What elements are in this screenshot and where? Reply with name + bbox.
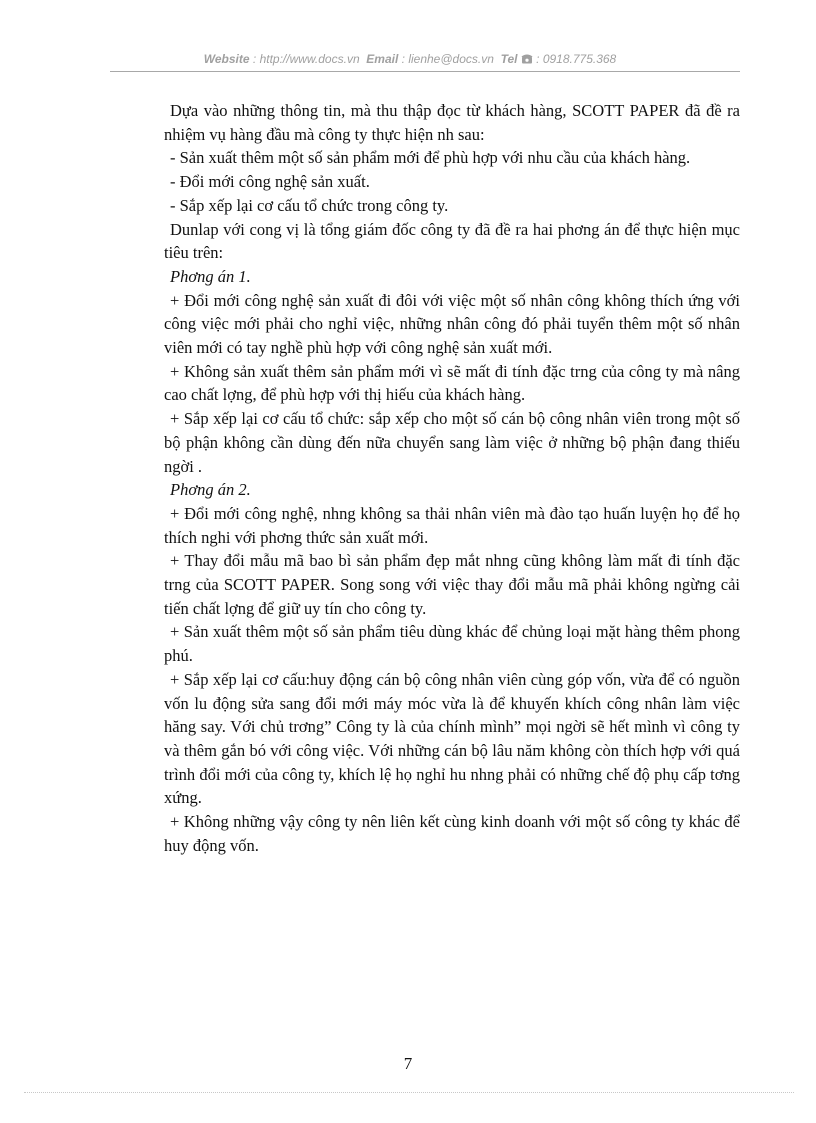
paragraph: Dunlap với cong vị là tổng giám đốc công ty đã đề ra hai phơng án để thực hiện mục tiêu trên: (164, 219, 740, 263)
paragraph: Phơng án 1. (170, 266, 251, 286)
page-header (110, 52, 710, 66)
footer-divider (24, 1092, 794, 1093)
tel-label: Tel (500, 52, 518, 66)
website-label: Website (203, 52, 250, 66)
paragraph: Phơng án 2. (170, 480, 251, 500)
paragraph: + Không những vậy công ty nên liên kết cùng kinh doanh với một số công ty khác để huy động vốn. (164, 812, 740, 855)
phone-icon (521, 52, 536, 66)
email-value: : lienhe@docs.vn (401, 52, 494, 66)
paragraph: + Sắp xếp lại cơ cấu:huy động cán bộ công nhân viên cùng góp vốn, vừa để có nguồn vốn lu động sửa sang đổi mới máy móc vừa là để khuyến khích công nhân làm việc hăng say. Với chủ trơng” Công ty là của chính mình” mọi ngời sẽ hết mình vì công ty và thêm gắn bó với công việc. Với những cán bộ lâu năm không còn thích hợp với quá trình đổi mới của công ty, khích lệ họ nghỉ hu nhng phải có những chế độ phụ cấp tơng xứng. (164, 669, 740, 808)
email-label: Email (366, 52, 399, 66)
paragraph: - Sản xuất thêm một số sản phẩm mới để phù hợp với nhu cầu của khách hàng. (170, 148, 691, 168)
paragraph: Dựa vào những thông tin, mà thu thập đọc từ khách hàng, SCOTT PAPER đã đề ra nhiệm vụ hàng đầu mà công ty thực hiện nh sau: (164, 101, 740, 144)
paragraph: + Đổi mới công nghệ sản xuất đi đôi với việc một số nhân công không thích ứng với công việc mới phải cho nghỉ việc, những nhân công đó phải tuyển thêm một số nhân viên mới có tay nghề phù hợp với công nghệ sản xuất mới. (164, 290, 740, 358)
website-value: : http://www.docs.vn (252, 52, 360, 66)
page-number: 7 (403, 1054, 413, 1073)
paragraph: + Đổi mới công nghệ, nhng không sa thải nhân viên mà đào tạo huấn luyện họ để họ thích nghi với phơng thức sản xuất mới. (164, 503, 740, 547)
paragraph: - Sắp xếp lại cơ cấu tổ chức trong công ty. (170, 195, 449, 215)
document-body (164, 99, 740, 858)
tel-value: : 0918.775.368 (536, 52, 617, 66)
paragraph: - Đổi mới công nghệ sản xuất. (170, 172, 370, 192)
paragraph: + Thay đổi mẫu mã bao bì sản phẩm đẹp mắt nhng cũng không làm mất đi tính đặc trng của SCOTT PAPER. Song song với việc thay đổi mẫu mã phải không ngừng cải tiến chất lợng để giữ uy tín cho công ty. (164, 551, 740, 618)
paragraph: + Sắp xếp lại cơ cấu tổ chức: sắp xếp cho một số cán bộ công nhân viên trong một số bộ phận không cần dùng đến nữa chuyển sang làm việc ở những bộ phận đang thiếu ngời . (164, 409, 740, 476)
paragraph: + Không sản xuất thêm sản phẩm mới vì sẽ mất đi tính đặc trng của công ty mà nâng cao chất lợng, để phù hợp với thị hiếu của khách hàng. (164, 361, 740, 405)
header-divider (110, 71, 740, 72)
paragraph: + Sản xuất thêm một số sản phẩm tiêu dùng khác để chủng loại mặt hàng thêm phong phú. (164, 622, 740, 666)
